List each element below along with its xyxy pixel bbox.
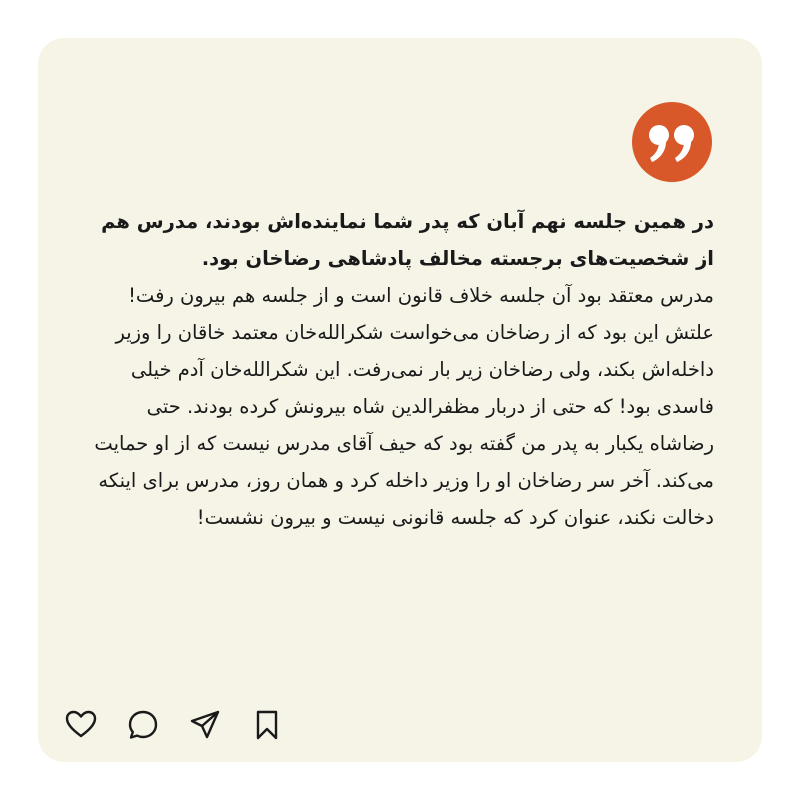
comment-icon[interactable] [126, 708, 160, 742]
body-text: مدرس معتقد بود آن جلسه خلاف قانون است و از جلسه هم بیرون رفت! علتش این بود که از رضاخان می‌خواست شکرالله‌خان معتمد خاقان را وزیر داخله‌اش بکند، ولی رضاخان زیر بار نمی‌رفت. این شکرالله‌خان آدم خیلی فاسدی بود! که حتی از دربار مظفرالدین شاه بیرونش کرده بودند. حتی رضاشاه یکبار به پدر من گفته بود که حیف آقای مدرس نیست که از او حمایت می‌کند. آخر سر رضاخان او را وزیر داخله کرد و همان روز، مدرس برای اینکه دخالت نکند، عنوان کرد که جلسه قانونی نیست و بیرون نشست! [94, 284, 714, 529]
quote-icon [632, 102, 712, 182]
action-bar [64, 708, 284, 742]
post-text [90, 203, 714, 536]
send-icon[interactable] [188, 708, 222, 742]
quote-card [38, 38, 762, 762]
lead-text: در همین جلسه نهم آبان که پدر شما نماینده‌اش بودند، مدرس هم از شخصیت‌های برجسته مخالف پادشاهی رضاخان بود. [101, 210, 714, 270]
heart-icon[interactable] [64, 708, 98, 742]
bookmark-icon[interactable] [250, 708, 284, 742]
